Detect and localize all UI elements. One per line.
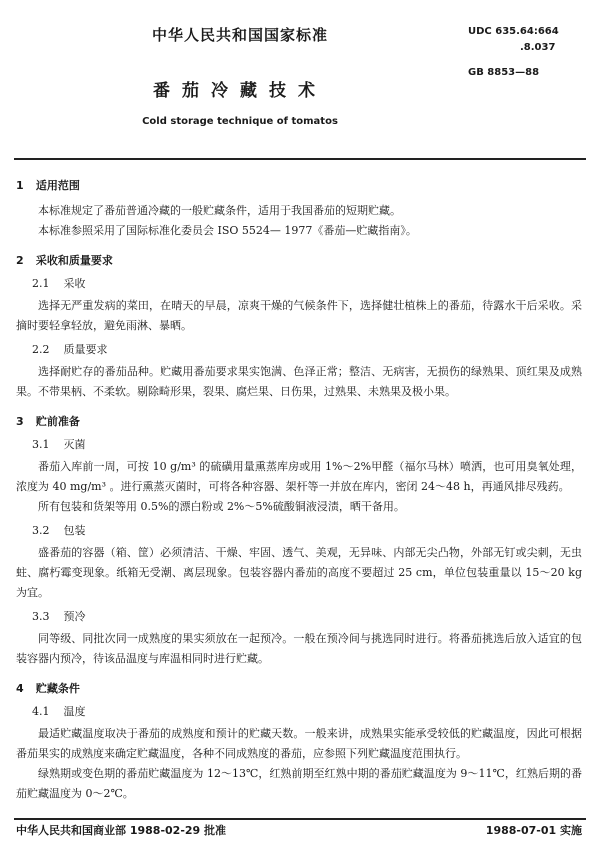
paragraph: 本标准参照采用了国际标准化委员会 ISO 5524— 1977《番茄—贮藏指南》。 <box>38 224 417 237</box>
paragraph: 番茄入库前一周，可按 10 g/m³ 的硫磺用量熏蒸库房或用 1%～2%甲醛（福尔马林）喷洒，也可用臭氧处理，浓度为 40 mg/m³ 。进行熏蒸灭菌时，可将各种容器、架杆等一并放在库内，密闭 24～48 h，再通风排尽残药。 <box>16 460 582 493</box>
english-title: Cold storage technique of tomatos <box>142 116 338 127</box>
section-title: 贮前准备 <box>35 415 80 428</box>
footer-divider <box>14 818 586 820</box>
udc-code <box>468 24 596 56</box>
document-body <box>16 178 582 804</box>
section-heading-4 <box>16 681 582 696</box>
paragraph: 选择无严重发病的菜田，在晴天的早晨，凉爽干燥的气候条件下，选择健壮植株上的番茄，待露水干后采收。采摘时要轻拿轻放，避免雨淋、暴晒。 <box>16 299 582 332</box>
section-number: 1 <box>16 179 24 192</box>
subsection-heading-3-1 <box>32 437 582 453</box>
paragraph: 所有包装和货架等用 0.5%的漂白粉或 2%～5%硫酸铜液浸渍，晒干备用。 <box>38 500 405 513</box>
subsection-number: 3.2 <box>32 524 50 537</box>
section-title: 贮藏条件 <box>35 682 80 695</box>
implementation-date: 1988-07-01 实施 <box>485 824 582 837</box>
section-heading-2 <box>16 253 582 268</box>
subsection-title: 灭菌 <box>63 438 86 451</box>
document-title: 番茄冷藏技术 <box>153 81 327 101</box>
section-title: 适用范围 <box>35 179 80 192</box>
paragraph: 盛番茄的容器（箱、筐）必须清洁、干燥、牢固、透气、美观，无异味、内部无尖凸物，外部无钉或尖刺，无虫蛀、腐朽霉变现象。纸箱无受潮、离层现象。包装容器内番茄的高度不要超过 25 cm，单位包装重量以 15～20 kg 为宜。 <box>16 546 582 599</box>
gb-code: GB 8853—88 <box>468 67 540 78</box>
subsection-number: 2.2 <box>32 343 50 356</box>
subsection-title: 质量要求 <box>63 343 108 356</box>
section-number: 3 <box>16 415 24 428</box>
subsection-heading-2-1 <box>32 276 582 292</box>
subsection-heading-3-3 <box>32 609 582 625</box>
subsection-number: 4.1 <box>32 705 50 718</box>
section-title: 采收和质量要求 <box>35 254 113 267</box>
approval-date: 中华人民共和国商业部 1988-02-29 批准 <box>16 824 227 837</box>
subsection-heading-2-2 <box>32 342 582 358</box>
subsection-title: 包装 <box>63 524 86 537</box>
section-number: 2 <box>16 254 24 267</box>
paragraph: 绿熟期或变色期的番茄贮藏温度为 12～13℃，红熟前期至红熟中期的番茄贮藏温度为 9～11℃，红熟后期的番茄贮藏温度为 0～2℃。 <box>16 767 582 800</box>
section-heading-1 <box>16 178 582 193</box>
paragraph: 同等级、同批次同一成熟度的果实须放在一起预冷。一般在预冷间与挑选同时进行。将番茄挑选后放入适宜的包装容器内预冷，待该品温度与库温相同时进行贮藏。 <box>16 632 582 665</box>
header-divider <box>14 158 586 160</box>
paragraph: 最适贮藏温度取决于番茄的成熟度和预计的贮藏天数。一般来讲，成熟果实能承受较低的贮藏温度，因此可根据番茄果实的成熟度来确定贮藏温度，各种不同成熟度的番茄，应参照下列贮藏温度范围执行。 <box>16 727 582 760</box>
paragraph: 本标准规定了番茄普通冷藏的一般贮藏条件，适用于我国番茄的短期贮藏。 <box>38 204 401 217</box>
subsection-title: 采收 <box>63 277 86 290</box>
subsection-heading-4-1 <box>32 704 582 720</box>
udc-code-line1: UDC 635.64:664 <box>468 26 559 37</box>
section-number: 4 <box>16 682 24 695</box>
udc-code-line2: .8.037 <box>520 42 556 53</box>
subsection-number: 3.3 <box>32 610 50 623</box>
subsection-number: 3.1 <box>32 438 50 451</box>
paragraph: 选择耐贮存的番茄品种。贮藏用番茄要求果实饱满、色泽正常；整洁、无病害，无损伤的绿熟果、顶红果及成熟果。不带果柄、不柔软。剔除畸形果，裂果、腐烂果、日伤果，过熟果、未熟果及极小果。 <box>16 365 582 398</box>
national-standard-heading: 中华人民共和国国家标准 <box>151 26 328 44</box>
subsection-heading-3-2 <box>32 523 582 539</box>
subsection-title: 温度 <box>63 705 86 718</box>
subsection-title: 预冷 <box>63 610 86 623</box>
section-heading-3 <box>16 414 582 429</box>
subsection-number: 2.1 <box>32 277 50 290</box>
